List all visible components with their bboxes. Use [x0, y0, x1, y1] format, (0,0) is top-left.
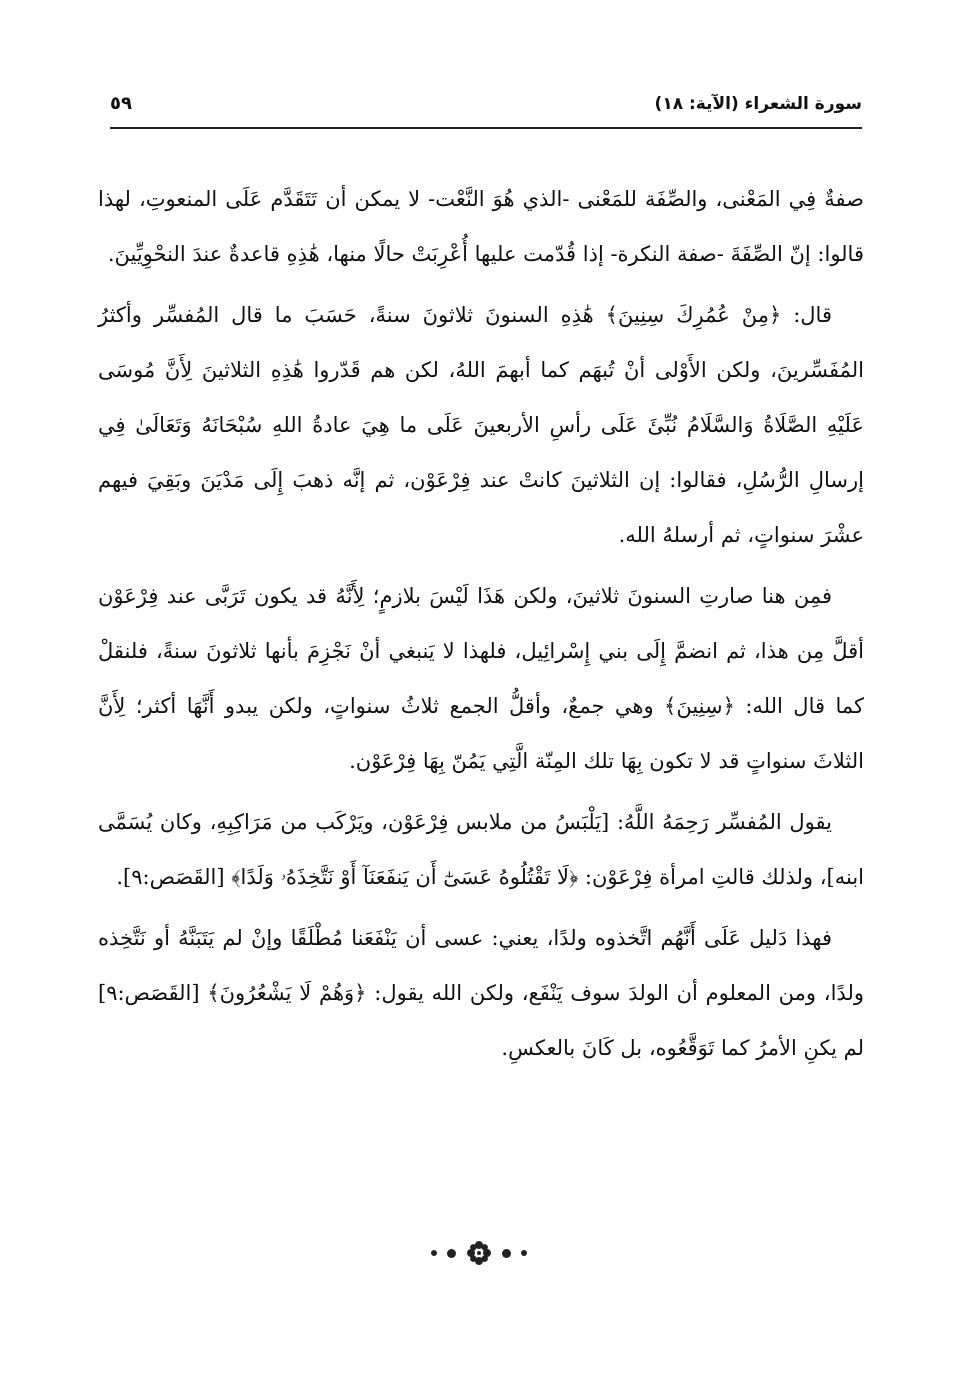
header-divider	[110, 127, 862, 129]
section-end-ornament	[0, 1238, 957, 1268]
page-header	[110, 92, 862, 124]
paragraph-4: يقول المُفسِّر رَحِمَهُ اللَّهُ: [يَلْبَسُ من ملابس فِرْعَوْن، ويَرْكَب من مَرَاكِبِهِ، وكان يُسَمَّى ابنه]، ولذلك قالتِ امرأة فِرْعَوْن: ﴿لَا تَقْتُلُوهُ عَسَىٰٓ أَن يَنفَعَنَآ أَوْ نَتَّخِذَهُۥ وَلَدًا﴾ [القَصَص:٩].	[98, 810, 864, 889]
paragraph-1: صفةٌ فِي المَعْنى، والصِّفَة للمَعْنى -الذي هُوَ النَّعْت- لا يمكن أن تَتَقَدَّم عَلَى المنعوتِ، لهذا قالوا: إنّ الصِّفَةَ -صفة النكرة- إذا قُدّمت عليها أُعْرِبَتْ حالًا منها، هَٰذِهِ قاعدةٌ عندَ النحْوِيِّينَ.	[98, 187, 864, 266]
paragraph-2: قال: ﴿مِنْ عُمُرِكَ سِنِينَ﴾ هَٰذِهِ السنونَ ثلاثونَ سنةً، حَسَبَ ما قال المُفسِّر وأكثرُ المُفَسِّرينَ، ولكن الأَوْلى أنْ تُبهَم كما أبهمَ اللهُ، لكن هم قَدّروا هَٰذِهِ الثلاثينَ لِأَنَّ مُوسَى عَلَيْهِ الصَّلَاةُ وَالسَّلَامُ نُبِّئَ عَلَى رأسِ الأربعينَ عَلَى ما هِيَ عادةُ اللهِ سُبْحَانَهُ وَتَعَالَىٰ فِي إرسالِ الرُّسُلِ، فقالوا: إن الثلاثينَ كانتْ عند فِرْعَوْن، ثم إنَّه ذهبَ إِلَى مَدْيَنَ وبَقِيَ فيهم عشْرَ سنواتٍ، ثم أرسلهُ الله.	[98, 303, 864, 547]
paragraph-3: فمِن هنا صارتِ السنونَ ثلاثينَ، ولكن هَذَا لَيْسَ بلازمٍ؛ لِأَنَّهُ قد يكون تَرَبَّى عند فِرْعَوْن أقلَّ مِن هذا، ثم انضمَّ إِلَى بني إِسْرائِيل، فلهذا لا يَنبغي أنْ نَجْزِمَ بأنها ثلاثونَ سنةً، فلنقلْ كما قال الله: ﴿سِنِينَ﴾ وهي جمعٌ، وأقلُّ الجمع ثلاثُ سنواتٍ، ولكن يبدو أَنَّهَا أكثر؛ لِأَنَّ الثلاثَ سنواتٍ قد لا تكون بِهَا تلك المِنّة الَّتِي يَمُنّ بِهَا فِرْعَوْن.	[98, 584, 864, 773]
dot-icon	[447, 1249, 456, 1258]
dot-icon	[502, 1249, 511, 1258]
paragraph-5: فهذا دَليل عَلَى أَنَّهُم اتَّخذوه ولدًا، يعني: عسى أن يَنْفَعَنا مُطْلَقًا وإنْ لم يَتَبَنَّهُ أو نَتَّخِذه ولدًا، ومن المعلوم أن الولدَ سوف يَنْفَع، ولكن الله يقول: ﴿وَهُمْ لَا يَشْعُرُونَ﴾ [القَصَص:٩] لم يكنِ الأمرُ كما تَوَقَّعُوه، بل كَانَ بالعكسِ.	[98, 926, 864, 1060]
page-number: ٥٩	[110, 93, 132, 114]
flower-ornament-icon	[466, 1240, 492, 1266]
body-text	[98, 172, 864, 1082]
dot-icon	[521, 1250, 527, 1256]
dot-icon	[431, 1250, 437, 1256]
running-title: سورة الشعراء (الآية: ١٨)	[654, 94, 862, 114]
